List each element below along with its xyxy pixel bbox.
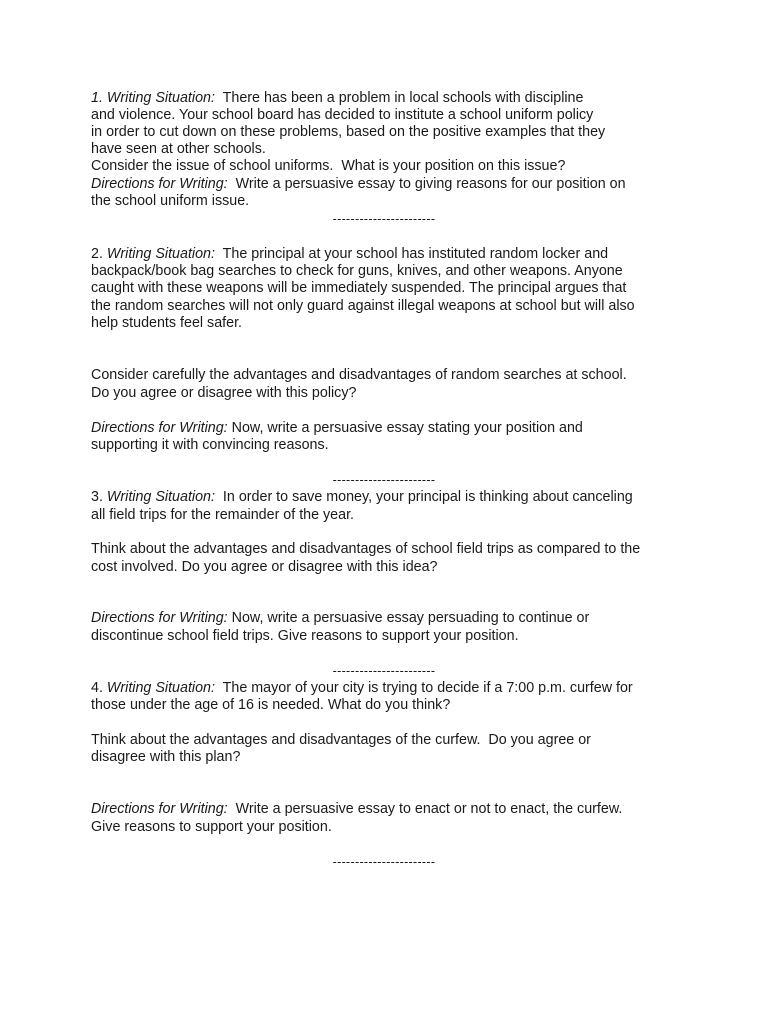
prompt-4-line-6: Give reasons to support your position. xyxy=(91,819,332,835)
separator-2: ----------------------- xyxy=(332,473,436,487)
prompt-3-situation-text: In order to save money, your principal is thinking about canceling xyxy=(214,489,633,505)
prompt-2-line-2: backpack/book bag searches to check for guns, knives, and other weapons. Anyone xyxy=(91,263,623,279)
prompt-3-line-4: cost involved. Do you agree or disagree with this idea? xyxy=(91,559,438,575)
prompt-1-line-3: in order to cut down on these problems, based on the positive examples that they xyxy=(91,124,606,140)
prompt-1-line-5: Consider the issue of school uniforms. What is your position on this issue? xyxy=(91,158,566,174)
prompt-3-line-5 xyxy=(91,610,589,627)
prompt-1-situation-label: 1. Writing Situation: xyxy=(91,90,215,106)
prompt-3-directions-label: Directions for Writing: xyxy=(91,610,228,626)
prompt-4-line-3: Think about the advantages and disadvantages of the curfew. Do you agree or xyxy=(91,732,591,748)
prompt-3-situation-label: Writing Situation: xyxy=(106,489,215,505)
separator-3: ----------------------- xyxy=(332,664,436,678)
prompt-2-line-7: Do you agree or disagree with this policy? xyxy=(91,385,357,401)
prompt-1-line-1 xyxy=(91,90,583,107)
separator-1: ----------------------- xyxy=(332,212,436,226)
prompt-1-line-2: and violence. Your school board has decided to institute a school uniform policy xyxy=(91,107,594,123)
prompt-3-line-3: Think about the advantages and disadvantages of school field trips as compared to the xyxy=(91,541,641,557)
prompt-4-line-2: those under the age of 16 is needed. What do you think? xyxy=(91,697,451,713)
prompt-1-directions-text: Write a persuasive essay to giving reasons for our position on xyxy=(227,176,626,192)
prompt-4-number: 4. xyxy=(91,680,107,696)
prompt-1-line-4: have seen at other schools. xyxy=(91,141,266,157)
prompt-2-directions-label: Directions for Writing: xyxy=(91,420,228,436)
prompt-2-line-1 xyxy=(91,246,608,263)
prompt-2-situation-text: The principal at your school has instituted random locker and xyxy=(214,246,609,262)
prompt-2-line-4: the random searches will not only guard against illegal weapons at school but will also xyxy=(91,298,635,314)
prompt-4-situation-text: The mayor of your city is trying to decide if a 7:00 p.m. curfew for xyxy=(214,680,633,696)
prompt-3-directions-text: Now, write a persuasive essay persuading to continue or xyxy=(227,610,590,626)
prompt-2-line-3: caught with these weapons will be immediately suspended. The principal argues that xyxy=(91,280,627,296)
prompt-4-line-4: disagree with this plan? xyxy=(91,749,241,765)
separator-4: ----------------------- xyxy=(332,855,436,869)
prompt-4-directions-text: Write a persuasive essay to enact or not to enact, the curfew. xyxy=(227,801,623,817)
prompt-3-number: 3. xyxy=(91,489,107,505)
prompt-1-line-6 xyxy=(91,176,626,193)
prompt-4-situation-label: Writing Situation: xyxy=(106,680,215,696)
prompt-1-situation-text: There has been a problem in local schools with discipline xyxy=(214,90,584,106)
prompt-3-line-1 xyxy=(91,489,633,506)
prompt-4-directions-label: Directions for Writing: xyxy=(91,801,228,817)
prompt-2-line-5: help students feel safer. xyxy=(91,315,243,331)
prompt-2-line-6: Consider carefully the advantages and disadvantages of random searches at school. xyxy=(91,367,627,383)
prompt-4-line-1 xyxy=(91,680,633,697)
prompt-3-line-2: all field trips for the remainder of the year. xyxy=(91,507,355,523)
prompt-2-line-8 xyxy=(91,420,583,437)
prompt-3-line-6: discontinue school field trips. Give reasons to support your position. xyxy=(91,628,519,644)
prompt-2-line-9: supporting it with convincing reasons. xyxy=(91,437,329,453)
prompt-4-line-5 xyxy=(91,801,622,818)
prompt-2-number: 2. xyxy=(91,246,107,262)
prompt-1-line-7: the school uniform issue. xyxy=(91,193,250,209)
prompt-1-directions-label: Directions for Writing: xyxy=(91,176,228,192)
prompt-2-situation-label: Writing Situation: xyxy=(106,246,215,262)
prompt-2-directions-text: Now, write a persuasive essay stating your position and xyxy=(227,420,583,436)
